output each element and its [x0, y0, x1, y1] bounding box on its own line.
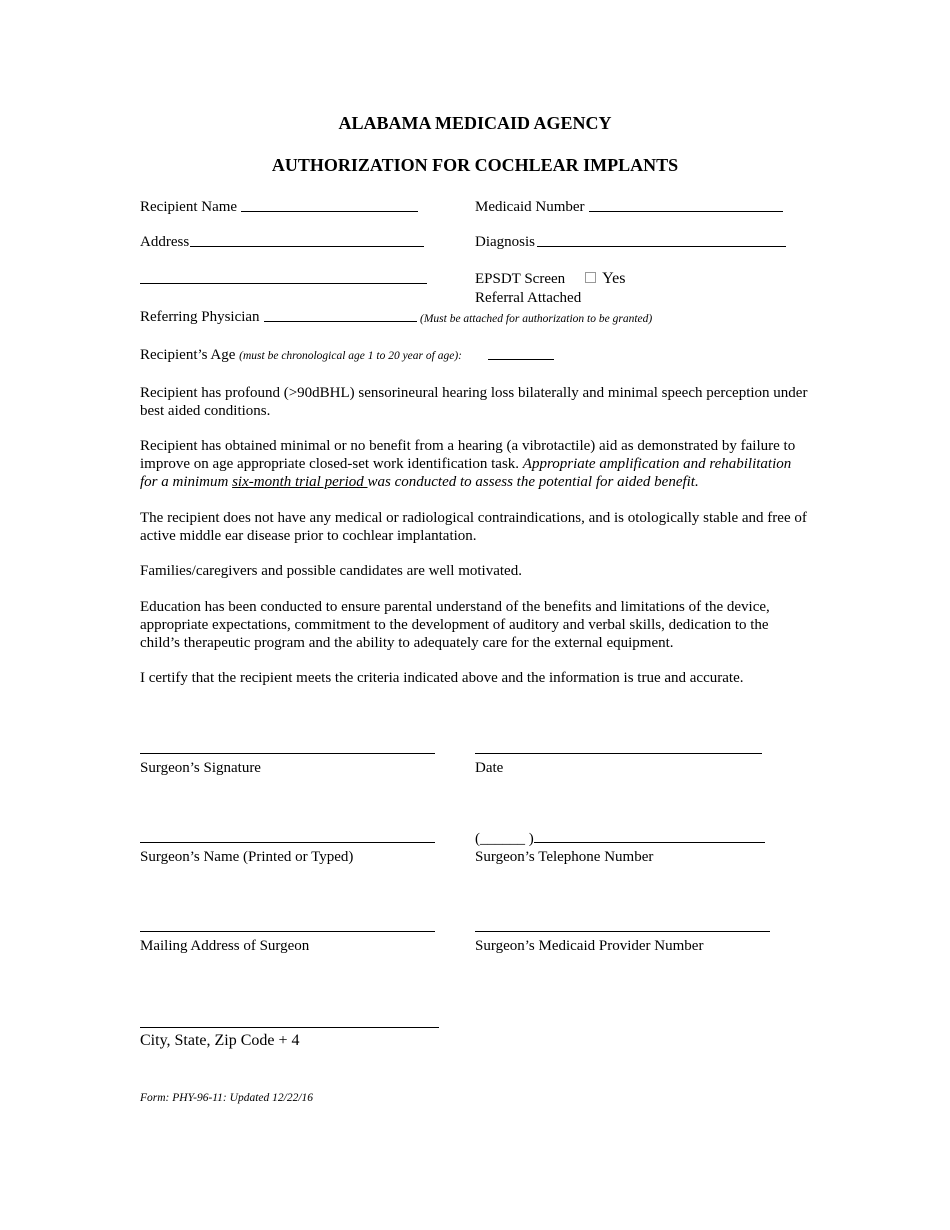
epsdt-yes-label: Yes [602, 270, 626, 287]
provider-number-label: Surgeon’s Medicaid Provider Number [475, 938, 704, 954]
address-label: Address [140, 234, 190, 250]
city-state-zip-label: City, State, Zip Code + 4 [140, 1032, 300, 1049]
diagnosis-label: Diagnosis [475, 234, 535, 250]
certification-statement [140, 669, 812, 687]
recipient-age-label: Recipient’s Age [140, 347, 236, 363]
recipient-name-label: Recipient Name [140, 199, 238, 215]
referring-physician-field[interactable] [264, 321, 417, 322]
agency-title: ALABAMA MEDICAID AGENCY [338, 113, 612, 133]
surgeon-phone-field[interactable] [534, 842, 765, 843]
date-label: Date [475, 760, 504, 776]
certification-statement-text: I certify that the recipient meets the criteria indicated above and the information is true and accurate. [140, 670, 744, 686]
criteria-hearing-aid-plain: Recipient has obtained minimal or no benefit from a hearing (a vibrotactile) aid as demonstrated by failure to improve on age appropriate closed-set work identification task. [140, 438, 796, 472]
criteria-medical [140, 509, 812, 545]
criteria-motivation [140, 562, 812, 580]
medicaid-number-field[interactable] [589, 211, 783, 212]
surgeon-name-label: Surgeon’s Name (Printed or Typed) [140, 849, 354, 865]
medicaid-number-label: Medicaid Number [475, 199, 585, 215]
form-title: AUTHORIZATION FOR COCHLEAR IMPLANTS [271, 155, 679, 175]
phone-area-code: (______ ) [475, 831, 534, 847]
city-state-zip-field[interactable] [140, 1027, 439, 1028]
diagnosis-field[interactable] [537, 246, 786, 247]
criteria-education-text: Education has been conducted to ensure parental understand of the benefits and limitations of the device, appropriate expectations, commitment to the development of auditory and verbal skills, dedication to the child’s therapeutic program and the ability to adequately care for the external equipment. [140, 599, 770, 651]
criteria-hearing-aid-trial-period: six-month trial period [232, 474, 368, 490]
referral-attached-label: Referral Attached [475, 290, 582, 306]
criteria-hearing-loss [140, 384, 812, 420]
date-field[interactable] [475, 753, 762, 754]
surgeon-signature-field[interactable] [140, 753, 435, 754]
criteria-hearing-aid-italic-b: was conducted to assess the potential for aided benefit. [367, 474, 699, 490]
provider-number-field[interactable] [475, 931, 770, 932]
mailing-address-label: Mailing Address of Surgeon [140, 938, 310, 954]
mailing-address-field[interactable] [140, 931, 435, 932]
epsdt-screen-row [475, 270, 625, 288]
recipient-age-field[interactable] [488, 359, 554, 360]
recipient-age-row [140, 346, 462, 365]
criteria-hearing-aid-italic-a: Appropriate amplification and rehabilitation for a minimum [140, 456, 792, 490]
criteria-hearing-aid [140, 437, 812, 491]
criteria-motivation-text: Families/caregivers and possible candidates are well motivated. [140, 563, 522, 579]
criteria-hearing-aid-text [140, 437, 812, 491]
surgeon-phone-label: Surgeon’s Telephone Number [475, 849, 654, 865]
address-field[interactable] [190, 246, 424, 247]
epsdt-yes-checkbox[interactable] [585, 272, 596, 283]
referring-physician-label: Referring Physician [140, 309, 260, 325]
criteria-education [140, 598, 812, 652]
surgeon-name-field[interactable] [140, 842, 435, 843]
surgeon-signature-label: Surgeon’s Signature [140, 760, 261, 776]
referring-physician-note: (Must be attached for authorization to be granted) [420, 313, 653, 325]
recipient-name-field[interactable] [241, 211, 418, 212]
form-id: Form: PHY-96-11: Updated 12/22/16 [140, 1092, 314, 1104]
criteria-hearing-loss-text: Recipient has profound (>90dBHL) sensorineural hearing loss bilaterally and minimal speech perception under best aided conditions. [140, 385, 808, 419]
criteria-medical-text: The recipient does not have any medical or radiological contraindications, and is otologically stable and free of active middle ear disease prior to cochlear implantation. [140, 510, 807, 544]
address-line-2-field[interactable] [140, 283, 427, 284]
recipient-age-note: (must be chronological age 1 to 20 year of age): [239, 350, 462, 362]
epsdt-screen-label: EPSDT Screen [475, 271, 566, 287]
